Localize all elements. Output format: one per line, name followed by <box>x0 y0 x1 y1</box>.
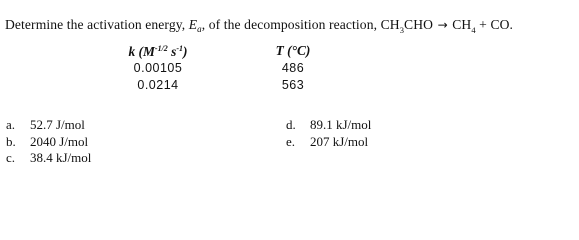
table-row <box>118 60 323 77</box>
reaction-formula <box>380 17 514 35</box>
header-gap <box>198 40 263 60</box>
k-value: 0.0214 <box>137 78 179 92</box>
question-middle: , of the decomposition reaction, <box>201 17 381 32</box>
choices-left-column <box>6 117 91 167</box>
choice-a[interactable] <box>6 117 91 134</box>
reaction-arrow-icon: → <box>437 18 448 32</box>
table-row <box>118 77 323 94</box>
reactant-subscript: 3 <box>399 25 405 35</box>
ea-subscript: a <box>197 24 202 34</box>
k-value: 0.00105 <box>133 61 183 75</box>
choice-text: 2040 J/mol <box>30 133 89 149</box>
data-table <box>118 40 323 94</box>
choice-e[interactable] <box>286 134 371 151</box>
choice-text: 207 kJ/mol <box>310 133 369 149</box>
choice-letter: e. <box>286 133 296 149</box>
choices-right-column <box>286 117 371 150</box>
ea-symbol: E <box>188 17 198 32</box>
choice-letter: c. <box>6 150 16 165</box>
t-value: 563 <box>281 78 305 92</box>
question-prefix: Determine the activation energy, <box>5 17 189 32</box>
plus-sign: + <box>475 17 491 32</box>
choice-letter: b. <box>6 133 16 149</box>
choice-text: 89.1 kJ/mol <box>310 117 372 132</box>
product1-subscript: 4 <box>471 25 476 35</box>
header-k: k ($M^{-1/2}$ $s^{-1}$) <box>128 44 188 59</box>
choice-letter: d. <box>286 117 296 132</box>
table-header-row <box>118 40 323 60</box>
choice-text: 52.7 J/mol <box>30 117 85 132</box>
reactant-rest: CHO <box>404 17 434 32</box>
choice-text: 38.4 kJ/mol <box>30 150 92 165</box>
choice-letter: a. <box>6 117 16 132</box>
product2: CO. <box>490 17 514 32</box>
header-t: T (°C) <box>275 42 311 58</box>
choice-d[interactable] <box>286 117 371 134</box>
question-text <box>5 17 513 35</box>
reactant-main: CH <box>380 17 400 32</box>
product1-main: CH <box>452 17 472 32</box>
choice-c[interactable] <box>6 150 91 167</box>
choice-b[interactable] <box>6 134 91 151</box>
t-value: 486 <box>281 61 305 75</box>
